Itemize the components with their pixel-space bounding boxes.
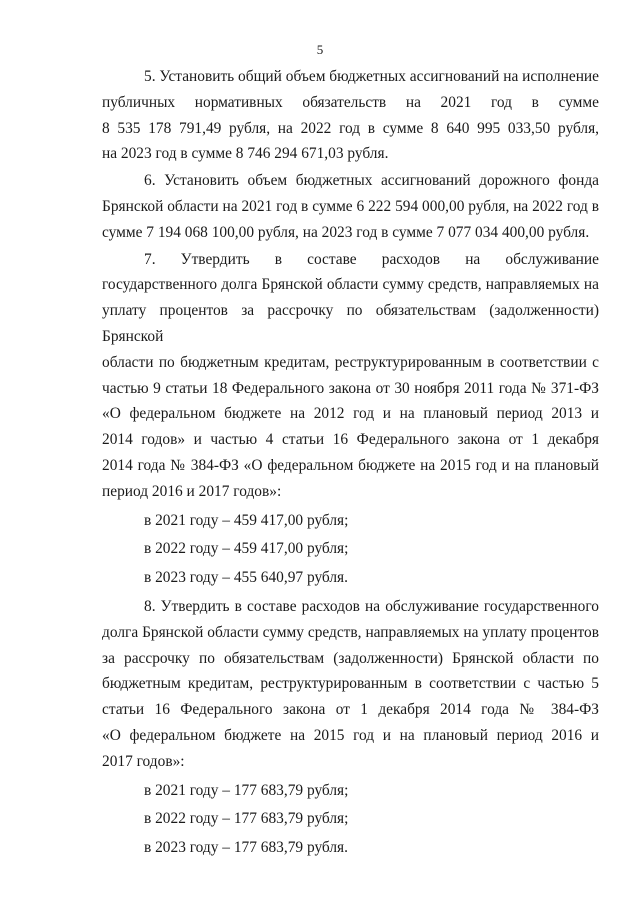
- paragraph-line: публичных нормативных обязательств на 2021 год в сумме: [102, 93, 599, 111]
- paragraph-line: на 2023 год в сумме 8 746 294 671,03 рубля.: [102, 145, 389, 163]
- paragraph-line: долга Брянской области сумму средств, направляемых на уплату процентов: [102, 623, 599, 641]
- paragraph-line: уплату процентов за рассрочку по обязательствам (задолженности) Брянской: [102, 302, 599, 345]
- document-body: [102, 64, 599, 861]
- paragraph-line: государственного долга Брянской области сумму средств, направляемых на: [102, 276, 599, 294]
- paragraph-line: 8 535 178 791,49 рубля, на 2022 год в сумме 8 640 995 033,50 рубля,: [102, 119, 599, 137]
- paragraph-line: бюджетным кредитам, реструктурированным в соответствии с частью 5: [102, 675, 599, 693]
- list-item: в 2021 году – 177 683,79 рубля;: [144, 781, 349, 799]
- paragraph-line: 7. Утвердить в составе расходов на обслуживание: [144, 250, 599, 268]
- paragraph-7: [102, 247, 599, 591]
- paragraph-line: «О федеральном бюджете на 2015 год и на плановый период 2016 и: [102, 726, 599, 744]
- paragraph-6: [102, 168, 599, 245]
- paragraph-line: Брянской области на 2021 год в сумме 6 222 594 000,00 рубля, на 2022 год в: [102, 197, 599, 215]
- paragraph-line: 5. Установить общий объем бюджетных ассигнований на исполнение: [144, 68, 599, 85]
- list-item: в 2023 году – 455 640,97 рубля.: [144, 569, 348, 587]
- paragraph-line: частью 9 статьи 18 Федерального закона от 30 ноября 2011 года № 371-ФЗ: [102, 379, 599, 397]
- list-item: в 2023 году – 177 683,79 рубля.: [144, 839, 348, 857]
- list-item: в 2022 году – 177 683,79 рубля;: [144, 810, 349, 828]
- paragraph-line: период 2016 и 2017 годов»:: [102, 482, 282, 500]
- list-item: в 2021 году – 459 417,00 рубля;: [144, 511, 349, 529]
- list-item: в 2022 году – 459 417,00 рубля;: [144, 540, 349, 558]
- paragraph-line: 6. Установить объем бюджетных ассигнований дорожного фонда: [144, 172, 599, 190]
- page-number: 5: [316, 42, 324, 57]
- paragraph-line: 2017 годов»:: [102, 752, 185, 770]
- paragraph-line: статьи 16 Федерального закона от 1 декабря 2014 года № 384-ФЗ: [102, 701, 599, 719]
- paragraph-line: «О федеральном бюджете на 2012 год и на плановый период 2013 и: [102, 405, 599, 423]
- paragraph-line: 8. Утвердить в составе расходов на обслуживание государственного: [144, 597, 599, 615]
- paragraph-8: [102, 594, 599, 861]
- paragraph-line: 2014 года № 384-ФЗ «О федеральном бюджете на 2015 год и на плановый: [102, 456, 599, 474]
- paragraph-line: сумме 7 194 068 100,00 рубля, на 2023 год в сумме 7 077 034 400,00 рубля.: [102, 223, 590, 241]
- paragraph-line: 2014 годов» и частью 4 статьи 16 Федерального закона от 1 декабря: [102, 431, 599, 449]
- paragraph-5: [102, 64, 599, 167]
- paragraph-line: за рассрочку по обязательствам (задолженности) Брянской области по: [102, 649, 599, 667]
- paragraph-line: области по бюджетным кредитам, реструктурированным в соответствии с: [102, 353, 599, 371]
